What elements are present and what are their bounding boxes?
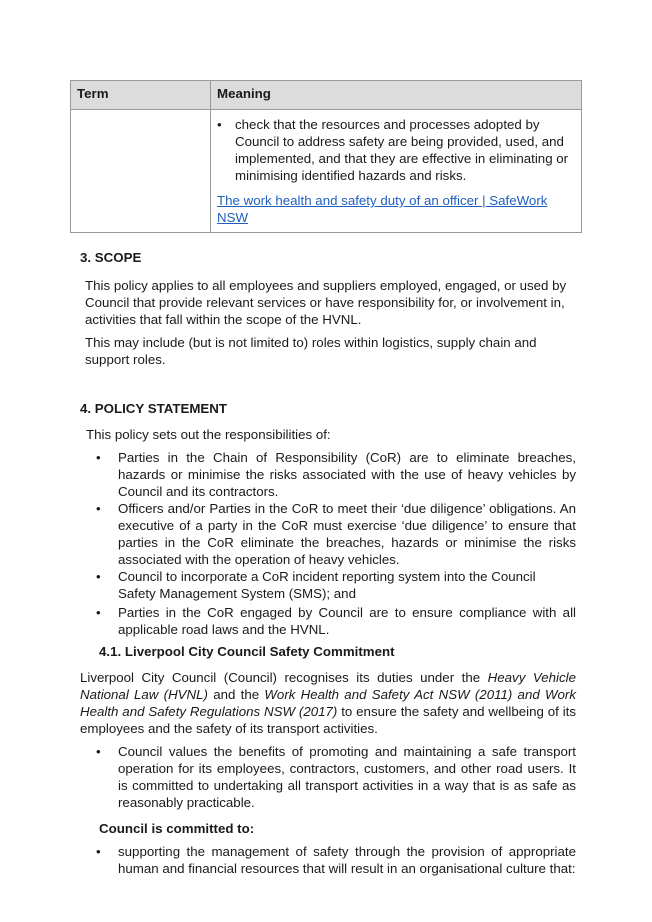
bullet-icon: • (96, 501, 101, 516)
commitment-paragraph (80, 669, 576, 737)
table-row (71, 110, 582, 233)
policy-bullet-text: Parties in the CoR engaged by Council are to ensure compliance with all applicable road laws and the HVNL. (118, 605, 576, 637)
committed-bullet (96, 843, 576, 877)
commitment-text: Liverpool City Council (Council) recognises its duties under the (80, 670, 488, 685)
policy-bullet-text: Parties in the Chain of Responsibility (CoR) are to eliminate breaches, hazards or minimise the risks associated with the use of heavy vehicles by Council and its contractors. (118, 450, 576, 499)
meaning-link-wrap (217, 192, 573, 226)
bullet-icon: • (217, 117, 222, 132)
table-header-row (71, 81, 582, 110)
scope-heading: 3. SCOPE (80, 250, 142, 265)
safework-link[interactable]: The work health and safety duty of an officer | SafeWork NSW (217, 193, 548, 225)
commitment-heading: 4.1. Liverpool City Council Safety Commitment (99, 644, 395, 659)
commitment-bullet-text: Council values the benefits of promoting and maintaining a safe transport operation for its employees, contractors, customers, and other road users. It is committed to undertaking all transport activities in a way that is as safe as reasonably practicable. (118, 744, 576, 810)
policy-bullet-text: Council to incorporate a CoR incident reporting system into the Council Safety Management System (SMS); and (118, 569, 536, 601)
bullet-icon: • (96, 605, 101, 620)
scope-paragraph-1: This policy applies to all employees and suppliers employed, engaged, or used by Council that provide relevant services or have responsibility for, or involvement in, activities that fall within the scope of the HVNL. (85, 278, 567, 327)
hvnl-title: Heavy Vehicle National Law (HVNL) (80, 670, 576, 702)
committed-bullet-text: supporting the management of safety through the provision of appropriate human and financial resources that will result in an organisational culture that: (118, 844, 576, 876)
policy-bullet-3 (96, 568, 576, 602)
commitment-bullet (96, 743, 576, 811)
policy-bullet-text: Officers and/or Parties in the CoR to meet their ‘due diligence’ obligations. An executive of a party in the CoR must exercise ‘due diligence’ to ensure that parties in the CoR eliminate the breaches, hazards or minimise the risks associated with the operation of heavy vehicles. (118, 501, 576, 567)
column-header-term: Term (71, 81, 211, 110)
committed-heading: Council is committed to: (99, 821, 255, 836)
policy-bullet-4 (96, 604, 576, 638)
column-header-meaning: Meaning (211, 81, 582, 110)
meaning-bullet (217, 116, 573, 184)
policy-bullet-2 (96, 500, 576, 568)
meaning-cell (211, 110, 582, 233)
commitment-text: to ensure the safety and wellbeing of its employees and the safety of its transport activities. (80, 704, 576, 736)
whs-act-title: Work Health and Safety Act NSW (2011) and Work Health and Safety Regulations NSW (2017) (80, 687, 576, 719)
scope-paragraph-2: This may include (but is not limited to) roles within logistics, supply chain and support roles. (85, 335, 537, 367)
commitment-text: and the (207, 687, 265, 702)
bullet-icon: • (96, 450, 101, 465)
terms-table (70, 80, 582, 233)
term-cell (71, 110, 211, 233)
bullet-icon: • (96, 744, 101, 759)
meaning-bullet-text: check that the resources and processes adopted by Council to address safety are being provided, used, and implemented, and that they are effective in eliminating or minimising identified hazards and risks. (235, 117, 569, 183)
policy-bullet-1 (96, 449, 576, 500)
policy-intro: This policy sets out the responsibilities of: (86, 427, 331, 442)
policy-heading: 4. POLICY STATEMENT (80, 401, 228, 416)
bullet-icon: • (96, 569, 101, 584)
bullet-icon: • (96, 844, 101, 859)
